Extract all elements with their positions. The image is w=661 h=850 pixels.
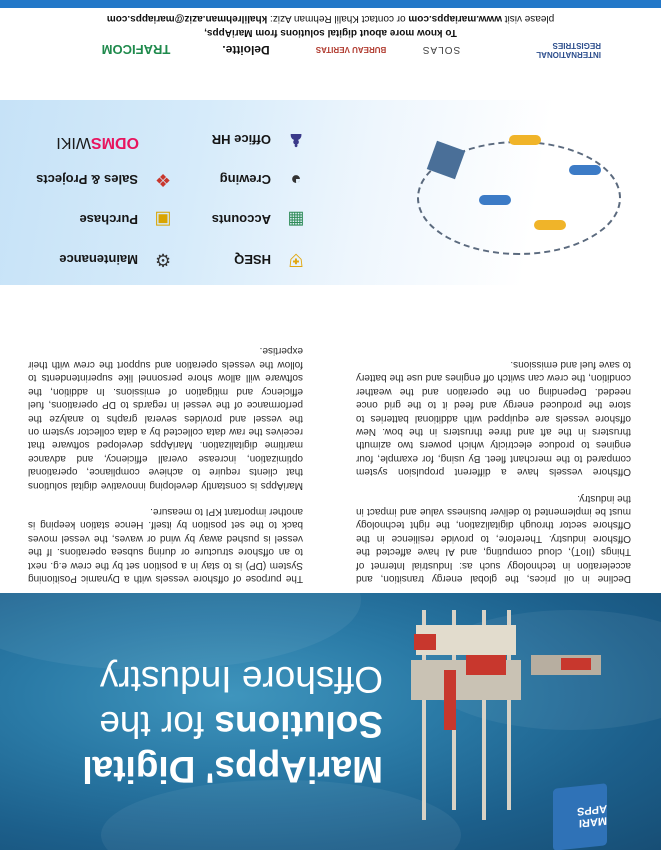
cart-icon: ▣ xyxy=(154,210,172,231)
module-office-hr: ♟ Office HR xyxy=(212,127,309,153)
module-sales-projects: ❖ Sales & Projects xyxy=(36,167,176,193)
module-maintenance: ⚙ Maintenance xyxy=(59,247,176,273)
modules-band xyxy=(0,100,661,285)
module-hseq: ⛨ HSEQ xyxy=(234,247,309,273)
article-body xyxy=(0,330,661,585)
odms-wiki-logo: ODMSWIKI xyxy=(56,134,139,151)
ledger-icon: ▦ xyxy=(287,210,305,231)
accent-bar xyxy=(0,0,661,8)
paragraph: Offshore vessels have a different propulsion system compared to the merchant fleet. By using, for example, four engines to produce electricity which powers two azimuth thrusters in the aft and three thrusters in the bow. New offshore vessels are equipped with additional batteries to store the produced energy and feed it to the grid once needed. Depending on the operation and the weather condition, the crew can switch off engines and use the battery to save fuel and emissions. xyxy=(356,358,631,478)
partner-logo-traficom: TRAFICOM xyxy=(101,42,171,58)
partner-logo-bureau-veritas: BUREAU VERITAS xyxy=(315,45,387,55)
module-crewing: ◕ Crewing xyxy=(220,167,309,193)
hero-title-line3: Offshore Industry xyxy=(99,659,383,700)
partner-logo-deloitte: Deloitte. xyxy=(222,43,270,57)
hero-title-line2: Solutions for the xyxy=(99,704,383,745)
hero-title-line1: MariApps' Digital xyxy=(82,749,383,790)
article-column-left xyxy=(356,345,631,586)
shield-icon: ⛨ xyxy=(289,250,303,271)
website-link[interactable]: www.mariapps.com xyxy=(408,13,502,24)
paragraph: MariApps is constantly developing innovative digital solutions that clients require to achieve compliance, operational optimization, increase overall efficiency, and advance maritime digitalization. MariApps developed software that receives the raw data collected by a data collector system on the vessel and provides several graphs to analyze the performance of the vessel in regards to DP operations, fuel efficiency and mitigation of emissions. In addition, the software will allow shore personnel like superintendents to follow the vessels operation and support the crew with their expertise. xyxy=(28,345,303,491)
email-link[interactable]: khalilrehman.aziz@mariapps.com xyxy=(106,13,268,24)
puzzle-icon: ❖ xyxy=(154,170,172,191)
paragraph: The purpose of offshore vessels with a Dynamic Positioning System (DP) is to stay in a position set by the crew e.g. next to an offshore structure or during subsea operations. If the vessel is pushed away by wind or waves, the vessel moves back to the set position by itself. Hence station keeping is another important KPI to measure. xyxy=(28,505,303,584)
partner-logo-international-registries: INTERNATIONAL REGISTRIES xyxy=(536,41,601,59)
hero-banner xyxy=(0,593,661,850)
footer-contact-details: please visit www.mariapps.com or contact Khalil Rehman Aziz: khalilrehman.aziz@mariapps.com xyxy=(106,13,555,24)
module-accounts: ▦ Accounts xyxy=(212,207,309,233)
person-icon: ♟ xyxy=(287,130,305,151)
world-map-illustration xyxy=(381,100,661,285)
captain-hat-icon: ◕ xyxy=(290,170,302,191)
article-column-right xyxy=(28,331,303,585)
module-purchase: ▣ Purchase xyxy=(79,207,176,233)
mariapps-logo: MARI APPS xyxy=(553,783,607,850)
footer-contact-heading: To know more about digital solutions from MariApps, xyxy=(204,27,457,38)
partner-logo-solas: SOLAS xyxy=(421,44,461,56)
gear-icon: ⚙ xyxy=(154,250,172,271)
paragraph: Decline in oil prices, the global energy transition, and acceleration in technology such as: Industrial Internet of Things (IIoT), cloud computing, and AI have affected the Offshore industry. Therefore, to provide resilience in the Offshore sector through digitalization, the right technology must be implemented to deliver business value and impact in the industry. xyxy=(356,492,631,584)
